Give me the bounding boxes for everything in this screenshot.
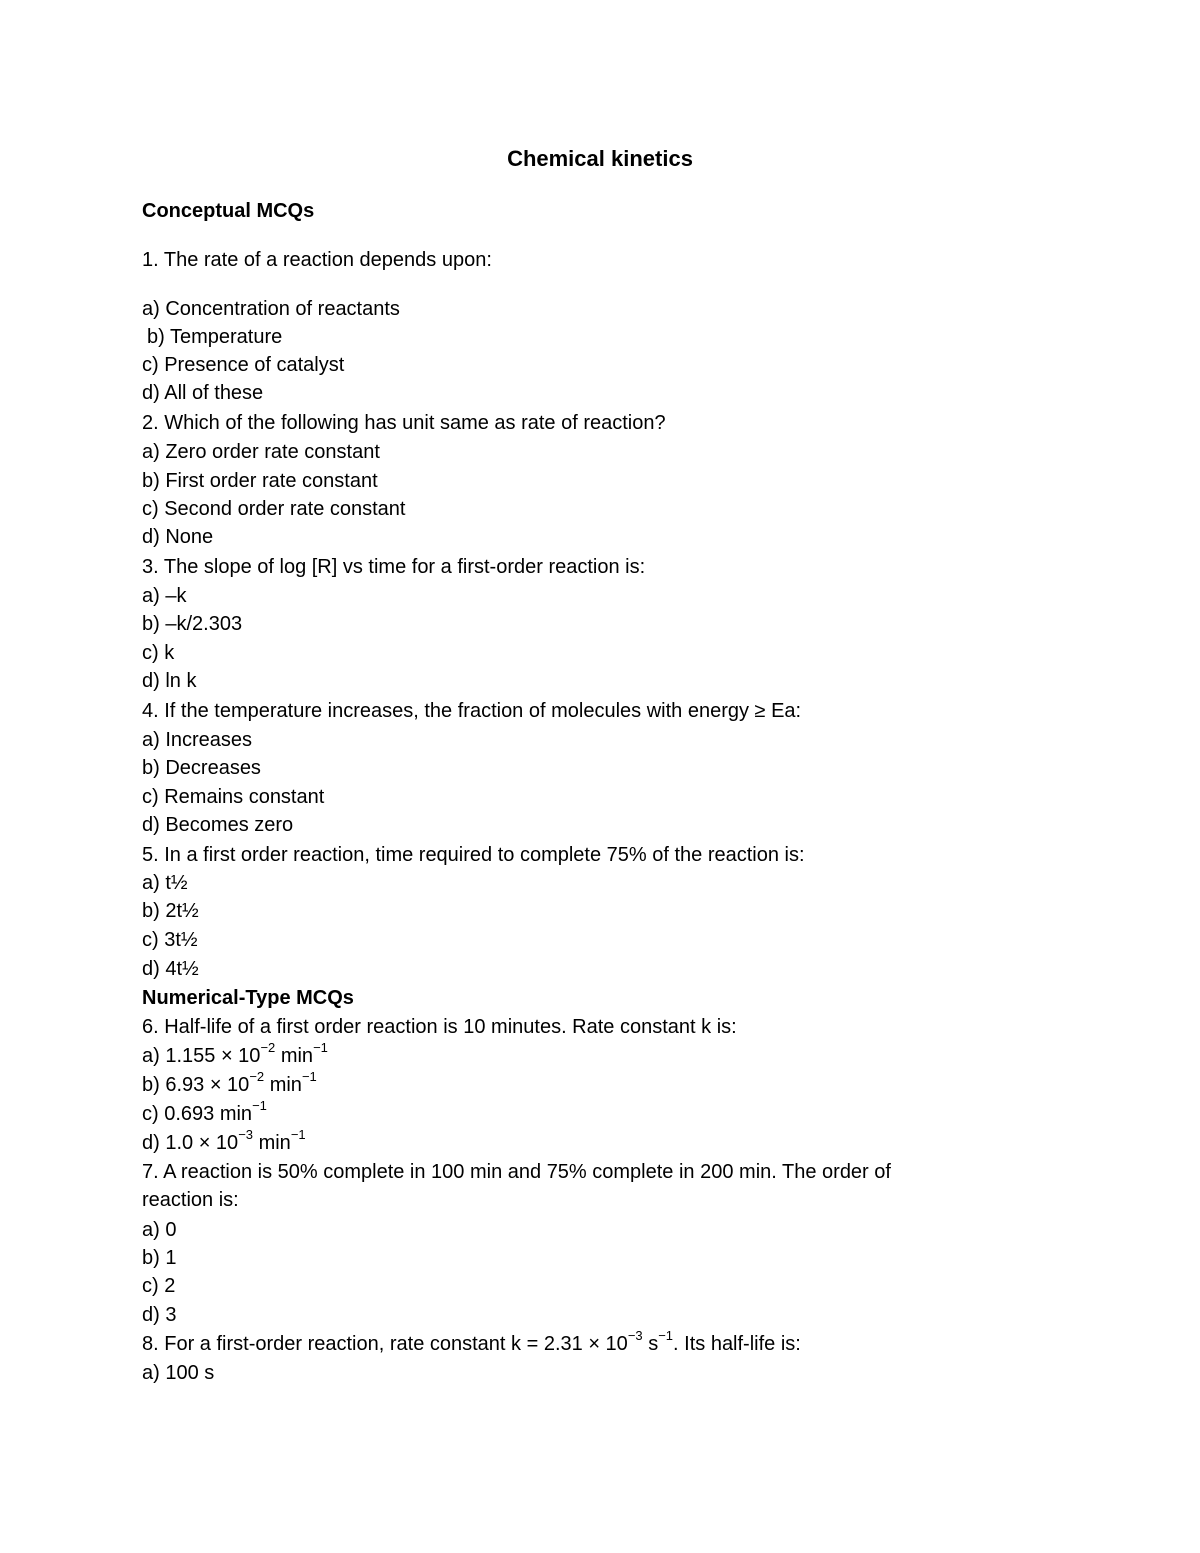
exponent: −1 — [290, 1127, 306, 1143]
question-1-option-d: d) All of these — [142, 382, 264, 404]
question-text: s — [642, 1333, 659, 1355]
exponent: −2 — [249, 1069, 265, 1085]
question-4-option-c: c) Remains constant — [142, 786, 325, 808]
document-title: Chemical kinetics — [507, 146, 693, 171]
question-5-option-d: d) 4t½ — [142, 958, 199, 980]
question-2-option-a: a) Zero order rate constant — [142, 441, 380, 463]
question-7-option-b: b) 1 — [142, 1247, 177, 1269]
question-5-option-a: a) t½ — [142, 872, 188, 894]
question-6-option-c — [142, 1098, 267, 1127]
section-heading-numerical: Numerical-Type MCQs — [142, 987, 354, 1009]
question-1-option-c: c) Presence of catalyst — [142, 354, 345, 376]
question-7-option-d: d) 3 — [142, 1304, 177, 1326]
option-text: min — [275, 1045, 314, 1067]
question-5-option-b: b) 2t½ — [142, 900, 199, 922]
question-1: 1. The rate of a reaction depends upon: — [142, 249, 492, 271]
option-text: a) 1.155 × 10 — [142, 1045, 261, 1067]
exponent: −2 — [260, 1040, 276, 1056]
section-heading-conceptual: Conceptual MCQs — [142, 200, 315, 222]
question-6-option-d — [142, 1127, 306, 1156]
question-7-line-1: 7. A reaction is 50% complete in 100 min and 75% complete in 200 min. The order of — [142, 1161, 891, 1183]
option-text: min — [264, 1074, 302, 1096]
question-4-option-b: b) Decreases — [142, 757, 261, 779]
question-1-option-a: a) Concentration of reactants — [142, 298, 400, 320]
question-3-option-b: b) –k/2.303 — [142, 613, 243, 635]
option-text: b) 6.93 × 10 — [142, 1074, 250, 1096]
question-3: 3. The slope of log [R] vs time for a first-order reaction is: — [142, 556, 646, 578]
question-5: 5. In a first order reaction, time required to complete 75% of the reaction is: — [142, 844, 805, 866]
question-7-option-c: c) 2 — [142, 1275, 176, 1297]
question-7-option-a: a) 0 — [142, 1219, 177, 1241]
exponent: −1 — [301, 1069, 317, 1085]
question-4: 4. If the temperature increases, the fraction of molecules with energy ≥ Ea: — [142, 700, 802, 722]
question-1-option-b: b) Temperature — [147, 326, 283, 348]
question-3-option-d: d) ln k — [142, 670, 197, 692]
question-5-option-c: c) 3t½ — [142, 929, 198, 951]
question-6-option-a — [142, 1040, 328, 1069]
question-6-option-b — [142, 1069, 317, 1098]
question-4-option-d: d) Becomes zero — [142, 814, 294, 836]
question-text: . Its half-life is: — [673, 1333, 801, 1355]
exponent: −1 — [658, 1328, 674, 1344]
question-text: 8. For a first-order reaction, rate constant k = 2.31 × 10 — [142, 1333, 628, 1355]
question-6: 6. Half-life of a first order reaction is 10 minutes. Rate constant k is: — [142, 1016, 737, 1038]
exponent: −1 — [252, 1098, 267, 1114]
question-8-option-a: a) 100 s — [142, 1362, 215, 1384]
option-text: c) 0.693 min — [142, 1103, 253, 1125]
exponent: −3 — [238, 1127, 254, 1143]
option-text: min — [253, 1132, 291, 1154]
option-text: d) 1.0 × 10 — [142, 1132, 239, 1154]
question-7-line-2: reaction is: — [142, 1189, 239, 1211]
question-8 — [142, 1328, 801, 1357]
question-2: 2. Which of the following has unit same as rate of reaction? — [142, 412, 666, 434]
question-4-option-a: a) Increases — [142, 729, 253, 751]
question-2-option-d: d) None — [142, 526, 214, 548]
question-3-option-a: a) –k — [142, 585, 187, 607]
exponent: −3 — [627, 1328, 643, 1344]
exponent: −1 — [313, 1040, 328, 1056]
question-2-option-b: b) First order rate constant — [142, 470, 378, 492]
question-2-option-c: c) Second order rate constant — [142, 498, 406, 520]
question-3-option-c: c) k — [142, 642, 175, 664]
